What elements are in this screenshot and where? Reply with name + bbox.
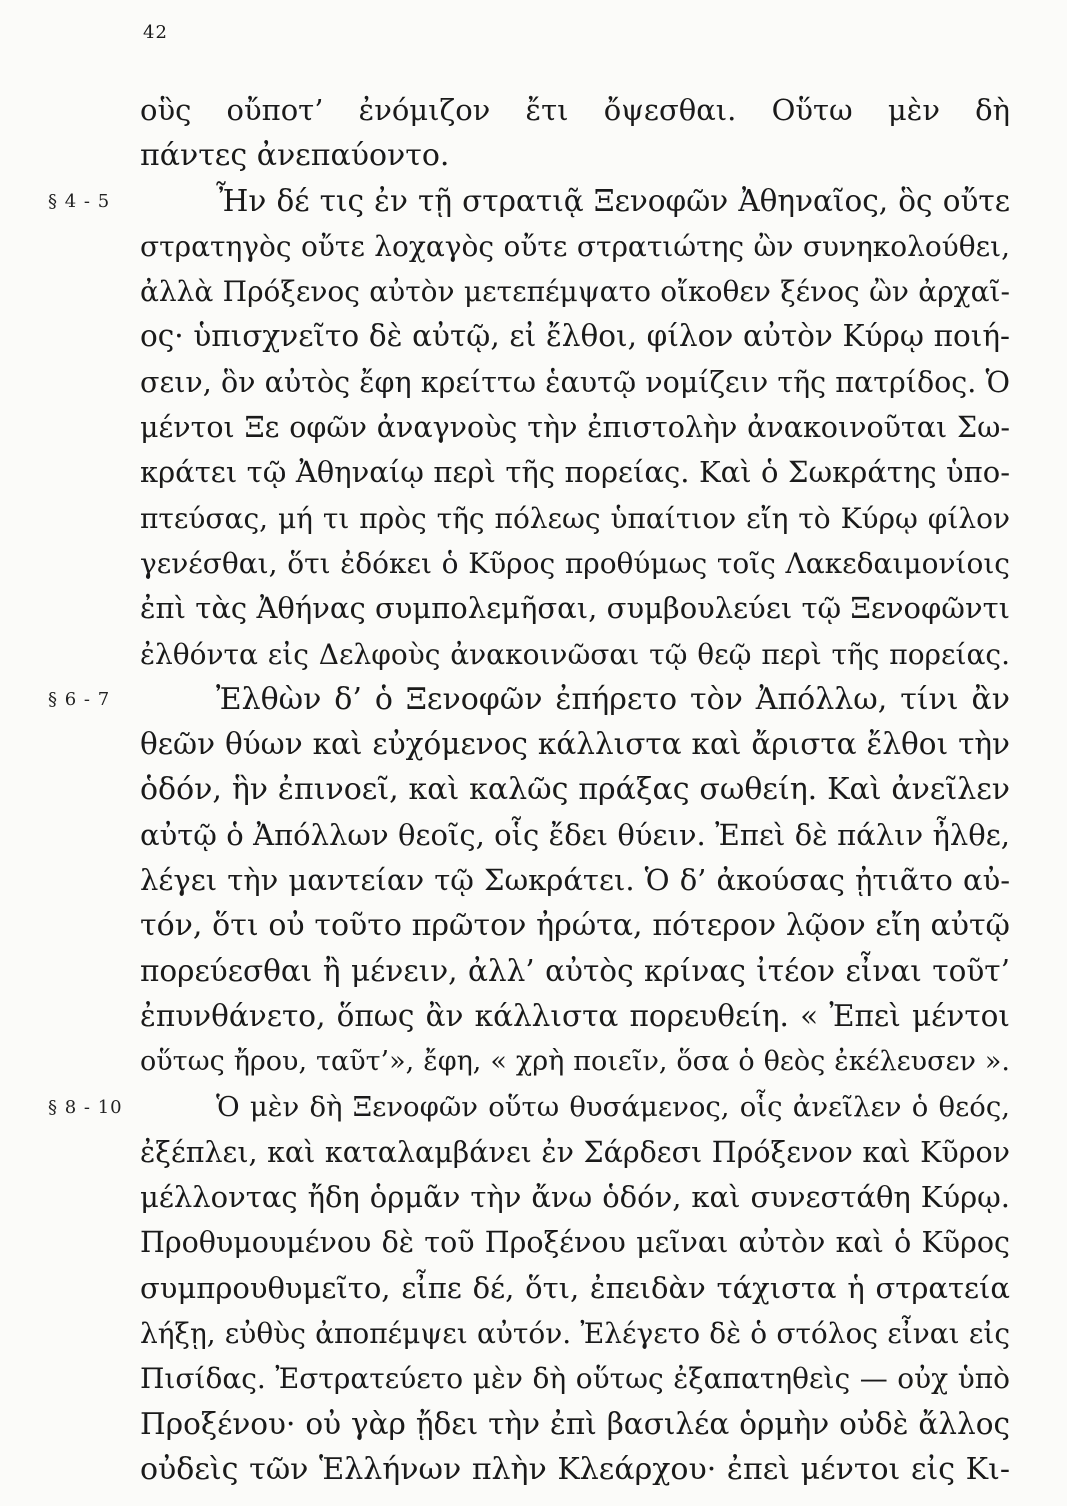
line-text: πάντες ἀνεπαύοντο. xyxy=(140,138,450,174)
line-text: οὕτως ἤρου, ταῦτ’», ἔφη, « χρὴ ποιεῖν, ὅσα ὁ θεὸς ἐκέλευσεν ». xyxy=(140,1046,1010,1078)
text-line xyxy=(140,1175,1010,1220)
text-line xyxy=(140,586,1010,631)
line-text: ος· ὑπισχνεῖτο δὲ αὐτῷ, εἰ ἔλθοι, φίλον αὐτὸν Κύρῳ ποιή- xyxy=(140,319,1010,354)
line-text: Ὁ μὲν δὴ Ξενοφῶν οὕτω θυσάμενος, οἷς ἀνεῖλεν ὁ θεός, xyxy=(216,1090,1010,1123)
line-text: Ἦν δέ τις ἐν τῇ στρατιᾷ Ξενοφῶν Ἀθηναῖος, ὃς οὔτε xyxy=(216,183,1010,218)
line-text: κράτει τῷ Ἀθηναίῳ περὶ τῆς πορείας. Καὶ ὁ Σωκράτης ὑπο- xyxy=(140,455,1010,490)
line-text: γενέσθαι, ὅτι ἐδόκει ὁ Κῦρος προθύμως τοῖς Λακεδαιμονίοις xyxy=(140,546,1010,580)
line-text: οὐδεὶς τῶν Ἑλλήνων πλὴν Κλεάρχου· ἐπεὶ μέντοι εἰς Κι- xyxy=(140,1451,1010,1487)
line-text: λήξῃ, εὐθὺς ἀποπέμψει αὐτόν. Ἐλέγετο δὲ ὁ στόλος εἶναι εἰς xyxy=(140,1317,1010,1351)
text-line xyxy=(140,994,1010,1039)
text-line xyxy=(140,314,1010,359)
text-line xyxy=(140,1447,1010,1492)
text-line xyxy=(48,179,1010,224)
line-text: ἐλθόντα εἰς Δελφοὺς ἀνακοινῶσαι τῷ θεῷ περὶ τῆς πορείας. xyxy=(140,637,1010,671)
section-reference: § 4 - 5 xyxy=(48,190,111,212)
text-line xyxy=(48,1085,1010,1130)
text-line xyxy=(140,450,1010,495)
text-line xyxy=(140,1402,1010,1447)
text-line xyxy=(140,269,1010,314)
line-text: Προξένου· οὐ γὰρ ᾔδει τὴν ἐπὶ βασιλέα ὁρμὴν οὐδὲ ἄλλος xyxy=(140,1406,1010,1441)
section-reference: § 8 - 10 xyxy=(48,1096,123,1118)
body-text xyxy=(48,88,1010,1492)
text-line xyxy=(140,767,1010,812)
line-text: θεῶν θύων καὶ εὐχόμενος κάλλιστα καὶ ἄριστα ἔλθοι τὴν xyxy=(140,727,1010,762)
text-line xyxy=(140,1356,1010,1401)
text-line xyxy=(140,632,1010,677)
line-text: μέλλοντας ἤδη ὁρμᾶν τὴν ἄνω ὁδόν, καὶ συνεστάθη Κύρῳ. xyxy=(140,1180,1010,1215)
line-text: οὓς οὔποτ’ ἐνόμιζον ἔτι ὄψεσθαι. Οὕτω μὲν δὴ xyxy=(140,93,1010,127)
line-text: πορεύεσθαι ἢ μένειν, ἀλλ’ αὐτὸς κρίνας ἰτέον εἶναι τοῦτ’ xyxy=(140,953,1010,988)
page-number: 42 xyxy=(143,22,168,43)
text-line xyxy=(140,858,1010,903)
line-text: πτεύσας, μή τι πρὸς τῆς πόλεως ὑπαίτιον εἴη τὸ Κύρῳ φίλον xyxy=(140,501,1010,535)
line-text: σειν, ὃν αὐτὸς ἔφη κρείττω ἑαυτῷ νομίζειν τῆς πατρίδος. Ὁ xyxy=(140,365,1010,399)
text-line xyxy=(140,1266,1010,1311)
line-text: αὐτῷ ὁ Ἀπόλλων θεοῖς, οἷς ἔδει θύειν. Ἐπεὶ δὲ πάλιν ἦλθε, xyxy=(140,817,1010,852)
text-line xyxy=(140,496,1010,541)
line-text: στρατηγὸς οὔτε λοχαγὸς οὔτε στρατιώτης ὢν συνηκολούθει, xyxy=(140,229,1010,263)
text-line xyxy=(140,1039,1010,1084)
text-line xyxy=(140,813,1010,858)
line-text: συμπρουθυμεῖτο, εἶπε δέ, ὅτι, ἐπειδὰν τάχιστα ἡ στρατεία xyxy=(140,1270,1010,1305)
text-line xyxy=(140,88,1010,133)
text-line xyxy=(140,405,1010,450)
text-line xyxy=(140,133,1010,178)
text-line xyxy=(140,949,1010,994)
line-text: ὁδόν, ἣν ἐπινοεῖ, καὶ καλῶς πράξας σωθείη. Καὶ ἀνεῖλεν xyxy=(140,772,1010,808)
text-line xyxy=(140,224,1010,269)
line-text: ἐπὶ τὰς Ἀθήνας συμπολεμῆσαι, συμβουλεύει τῷ Ξενοφῶντι xyxy=(140,591,1010,626)
line-text: μέντοι Ξε οφῶν ἀναγνοὺς τὴν ἐπιστολὴν ἀνακοινοῦται Σω- xyxy=(140,411,1010,445)
text-line xyxy=(140,1311,1010,1356)
section-reference: § 6 - 7 xyxy=(48,688,111,710)
text-line xyxy=(140,722,1010,767)
text-line xyxy=(140,1130,1010,1175)
line-text: ἀλλὰ Πρόξενος αὐτὸν μετεπέμψατο οἴκοθεν ξένος ὢν ἀρχαῖ- xyxy=(140,275,1010,309)
line-text: τόν, ὅτι οὐ τοῦτο πρῶτον ἠρώτα, πότερον λῷον εἴη αὐτῷ xyxy=(140,908,1010,944)
line-text: Ἐλθὼν δ’ ὁ Ξενοφῶν ἐπήρετο τὸν Ἀπόλλω, τίνι ἂν xyxy=(216,681,1010,717)
text-line xyxy=(140,903,1010,948)
line-text: Προθυμουμένου δὲ τοῦ Προξένου μεῖναι αὐτὸν καὶ ὁ Κῦρος xyxy=(140,1226,1010,1260)
line-text: ἐπυνθάνετο, ὅπως ἂν κάλλιστα πορευθείη. « Ἐπεὶ μέντοι xyxy=(140,998,1010,1033)
line-text: λέγει τὴν μαντείαν τῷ Σωκράτει. Ὁ δ’ ἀκούσας ᾐτιᾶτο αὐ- xyxy=(140,863,1010,898)
text-line xyxy=(140,541,1010,586)
text-line xyxy=(140,360,1010,405)
text-line xyxy=(48,677,1010,722)
text-line xyxy=(140,1220,1010,1265)
line-text: Πισίδας. Ἐστρατεύετο μὲν δὴ οὕτως ἐξαπατηθεὶς — οὐχ ὑπὸ xyxy=(140,1362,1010,1396)
line-text: ἐξέπλει, καὶ καταλαμβάνει ἐν Σάρδεσι Πρόξενον καὶ Κῦρον xyxy=(140,1135,1010,1169)
